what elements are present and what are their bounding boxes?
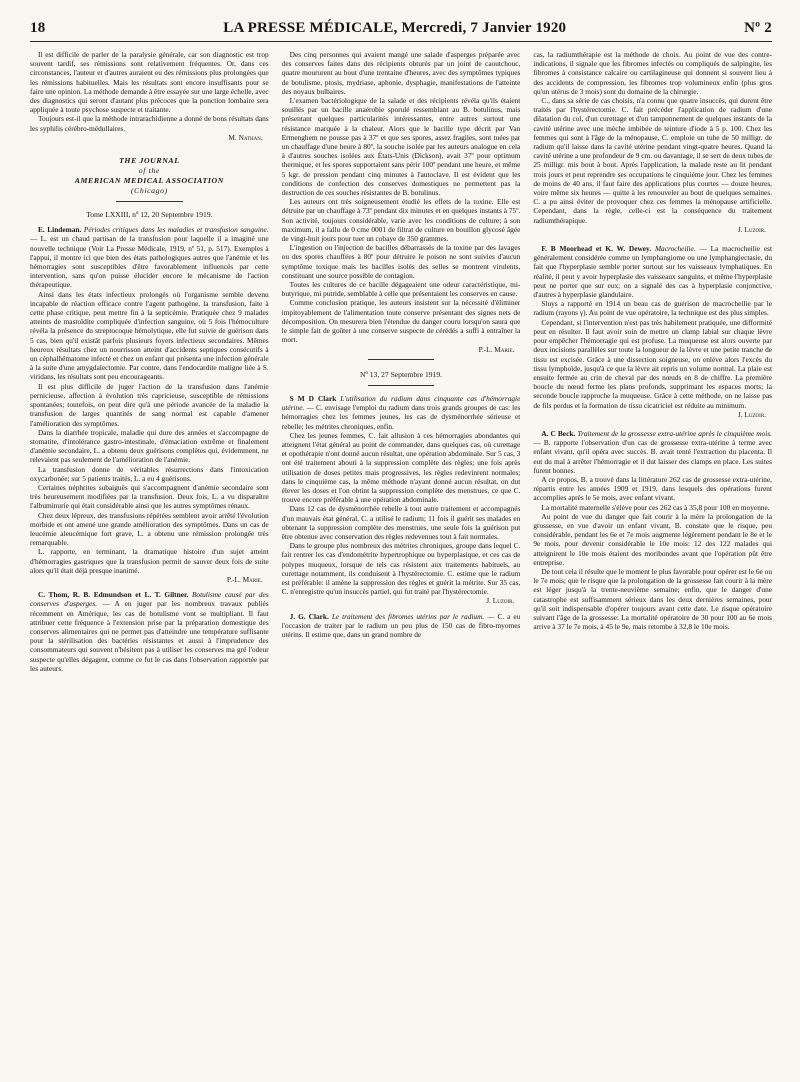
article-title: Traitement de la grossesse extra-utérine après le cinquième mois. bbox=[577, 428, 772, 438]
paragraph: Toutes les cultures de ce bacille dégageaient une odeur caractéristique, mi-butyrique, mi putride, semblable à celle que présentaient les conserves en cause. bbox=[281, 280, 521, 299]
page-number: 18 bbox=[30, 20, 46, 36]
article-text: — C. envisage l'emploi du radium dans trois grands groupes de cas: les hémorragies chez les femmes jeunes, les cas de dysménorrhée sérieuse et rebelle; les métrites chroniques, enfin. bbox=[281, 403, 521, 431]
article-text: — C. a eu l'occasion de traiter par le radium un peu plus de 150 cas de fibro-myomes utérins. Il estime que, dans un grand nombre de bbox=[281, 611, 521, 639]
paragraph: Dans 12 cas de dysménorrhée rebelle à tout autre traitement et accompagnés d'un mauvais état général, C. a utilisé le radium; 11 fois il guérit ses malades en obtenant la suppression complète des menstrues, une seule fois la guérison put être obtenue avec conservation des règles redevenues tout à fait normales. bbox=[281, 504, 521, 541]
column-1 bbox=[30, 50, 269, 1080]
journal-title-line: AMERICAN MEDICAL ASSOCIATION bbox=[74, 176, 224, 186]
article-jgclark bbox=[282, 612, 521, 640]
issue-line: Nº 13, 27 Septembre 1919. bbox=[359, 369, 443, 379]
divider bbox=[368, 385, 435, 386]
paragraph: Des cinq personnes qui avaient mangé une salade d'asperges préparée avec des conserves faites dans des récipients obturés par un joint de caoutchouc, quatre moururent au bout d'une trentaine d'heures, avec des symptômes typiques de botulisme, ptosis, mydriase, aphonie, dysphagie, manifestations de l'atteinte des noyaux bulbaires. bbox=[281, 50, 521, 96]
signature: J. Luzoir. bbox=[737, 409, 767, 419]
paragraph: La mortalité maternelle s'élève pour ces 262 cas à 35,8 pour 100 en moyenne. bbox=[541, 502, 770, 512]
paragraph: L'ingestion ou l'injection de bacilles débarrassés de la toxine par des lavages ou des spores chauffées à 80º pour détruire le poison ne sont suivies d'aucun symptôme toxique mais les bacilles isolés des selles se montrent virulents, constituant une source possible de contagion. bbox=[281, 243, 521, 280]
paragraph: La transfusion donne de véritables résurrections dans l'intoxication oxycarbonée; sur 5 patients traités, L. a eu 4 guérisons. bbox=[30, 464, 269, 483]
paragraph: Dans le groupe plus nombreux des métrites chroniques, groupe dans lequel C. fait rentrer les cas d'endométrite hypertrophique ou hyperplasique, et ces cas de polypes muqueux, lorsque de tels cas résistent aux traitements habituels, au curettage notamment, ils conduisent à l'hystérectomie. C. estime que le radium est préférable: il amène la suppression des règles et guérit la métrite. Sur 35 cas, C. n'enregistre qu'un insuccès partiel, qui fut traité par l'hystérectomie. bbox=[281, 541, 521, 597]
article-author: F. B Moorhead et K. W. Dewey. bbox=[541, 244, 652, 254]
spacer bbox=[533, 419, 772, 429]
columns bbox=[30, 50, 772, 1080]
issue-number: Nº 2 bbox=[744, 20, 772, 36]
signature: P.-L. Marie. bbox=[226, 574, 263, 584]
paragraph: cas, la radiumthérapie est la méthode de choix. Au point de vue des contre-indications, il signale que les fibromes infectés ou compliqués de salpingite, les fibromes à consistance calcaire ou cartilagineuse qui donnent si souvent lieu à des accidents de compression, les fibromes trop volumineux enfin (plus gros qu'un utérus de 3 mois) sont du domaine de la chirurgie. bbox=[533, 50, 773, 96]
paragraph: Ainsi dans les états infectieux prolongés où l'organisme semble devenu incapable de réaction efficace contre l'agent pathogène, la transfusion, faite à cette phase critique, peut mettre fin à la septicémie. Pratiquée chez 9 malades atteints de mastoïdite compliquée d'infection sanguine, où 5 fois l'hémoculture révéla la présence du streptocoque hémolytique, elle fut suivie de guérison dans 5 cas, bien qu'il existât parfois plusieurs foyers infectieux secondaires. Mêmes heureux résultats chez un nourrisson atteint d'accidents septiques consécutifs à un céphalhématome infecté et chez un enfant qui présenta une infection générale à la suite d'une amygdalectomie. Par contre, dans l'endocardite maligne liée à S. viridans, les résultats sont peu encourageants. bbox=[30, 289, 269, 382]
article-moorhead bbox=[533, 244, 772, 299]
article-beck bbox=[533, 429, 772, 475]
paragraph: Chez deux lépreux, des transfusions répétées semblent avoir arrêté l'évolution morbide et ont amené une grande amélioration des symptômes. Dans un cas de leucémie aleucémique fort grave, L. a obtenu une rémission prolongée très remarquable. bbox=[30, 510, 269, 548]
article-author: C. Thom, R. B. Edmundson et L. T. Giltner. bbox=[38, 590, 189, 600]
journal-title-line: (Chicago) bbox=[130, 186, 168, 196]
article-title: Macrocheilie. bbox=[654, 244, 696, 254]
paragraph: Cependant, si l'intervention n'est pas très habilement pratiquée, une difformité peut en résulter. Il faut avoir soin de mettre un clamp labial sur chaque lèvre pour empêcher l'hémorragie qui est profuse. La muqueuse est alors ouverte par deux incisions parallèles sur toute la longueur de la lèvre et une petite tranche de tissu est excisée. Grâce à une dissection soigneuse, on enlève alors l'excès du tissu lymphoïde, jusqu'à ce que la lèvre ait repris un volume normal. La plaie est ensuite fermée au crin de cheval par des nœuds en 8 de chiffre. La première boucle du nœud ferme les plans profonds, supprimant les espaces morts; la seconde boucle rapproche la muqueuse. Grâce à cette méthode, on ne laisse pas de fils perdus et la formation de tissu cicatriciel est réduite au minimum. bbox=[533, 317, 773, 410]
column-3 bbox=[533, 50, 772, 1080]
journal-section-title bbox=[30, 156, 269, 196]
paragraph: Dans la diarrhée tropicale, maladie qui dure des années et s'accompagne de stomatite, d'intolérance gastro-intestinale, d'émaciation extrême et finalement d'anémie secondaire, L. a obtenu deux guérisons complètes qui, évidemment, ne relevaient pas seulement de l'amélioration de l'anémie. bbox=[30, 427, 269, 465]
paragraph: L. rapporte, en terminant, la dramatique histoire d'un sujet atteint d'hémorragies gastriques que la transfusion permit de sauver deux fois de suite alors qu'il était déjà presque inanimé. bbox=[30, 547, 269, 575]
paragraph: Il est difficile de parler de la paralysie générale, car son diagnostic est trop souvent tardif, ses rémissions sont relativement fréquentes. Or, dans ces circonstances, l'auteur et d'autres auraient eu des rémissions plus prolongées que les rémissions habituelles. Mais les résultats sont encore insuffisants pour se faire une opinion. La méthode demande à être essayée sur une large échelle, avec des diagnostics qui seront d'autant plus précoces que la ponction lombaire sera appliquée à toute psychose suspecte et traitante. bbox=[30, 50, 269, 115]
article-author: S M D Clark bbox=[289, 393, 337, 403]
divider bbox=[368, 359, 435, 360]
signature: J. Luzoir. bbox=[737, 224, 767, 234]
signature: P.-L. Marie. bbox=[478, 344, 515, 354]
article-author: E. Lindeman. bbox=[38, 225, 82, 235]
journal-title-line: of the bbox=[138, 166, 160, 176]
paragraph: Chez les jeunes femmes, C. fait allusion à ces hémorragies abondantes qui atteignent l'état général au point de commander, dans quelques cas, où curettage et opothérapie n'ont donné aucun résultat, une opération abdominale. Sur 5 cas, 3 ont été traitement abouti à la suppression complète des règles; une fois après utilisation de doses petites mais progressives, les règles redevinrent normales; dans le cinquième cas, la même méthode n'ayant donné aucun résultat, on dut élever les doses et l'on obtint la suppression complète des menstrues, ce que C. trouve encore préférable à une opération abdominale. bbox=[281, 430, 521, 505]
article-title: Périodes critiques dans les maladies et transfusion sanguine. bbox=[83, 225, 269, 235]
article-author: A. C Beck. bbox=[541, 428, 576, 438]
article-title: Le traitement des fibromes utérins par le radium. bbox=[331, 611, 485, 621]
paragraph: Sluys a rapporté en 1914 un beau cas de guérison de macrocheilie par le radium (rayons γ). Au point de vue opératoire, la technique est des plus simples. bbox=[533, 299, 773, 318]
page-header bbox=[30, 20, 772, 42]
journal-title: LA PRESSE MÉDICALE, Mercredi, 7 Janvier 1920 bbox=[223, 20, 567, 36]
article-text: — L. est un chaud partisan de la transfusion pour laquelle il a imaginé une nouvelle technique (Voir La Presse Médicale, 1919, nº 51, p. 517). Exemples à l'appui, il montre ici que bien des états pathologiques autres que l'anémie et les hémorragies sont susceptibles d'être favorablement influencés par cette intervention, sans qu'on puisse élucider encore le mécanisme de l'action thérapeutique. bbox=[30, 234, 269, 290]
article-thom bbox=[30, 590, 269, 673]
paragraph: Au point de vue du danger que fait courir à la mère la prolongation de la grossesse, en vue d'avoir un enfant vivant, B. constate que le risque, peu considérable, pendant les 6e et 7e mois augmente légèrement pendant le 8e et le 9e mois, pour devenir considérable le 10e mois: 12 des 122 malades qui atteignirent le 10e mois étaient des moribondes avant que l'opération pût être entreprise. bbox=[533, 511, 773, 567]
paragraph: C., dans sa série de cas choisis, n'a connu que quatre insuccès, qui durent être traités par l'hystérectomie. C. fait précéder l'application de radium d'une dilatation du col, d'un curettage et d'un tamponnement de quelques instants de la cavité utérine avec une mèche imbibée de teinture d'iode à 5 p. 100. Chez les femmes qui sont à l'âge de la ménopause, C. emploie un tube de 50 milligr. de radium qu'il laisse dans la cavité utérine pendant vingt-quatre heures. Quand la cavité utérine a une profondeur de 9 cm. ou davantage, il se sert de deux tubes de 25 milligr. mis bout à bout. Après l'application, la malade reste au lit pendant trois jours et peut reprendre ses occupations le cinquième jour. Chez les femmes de moins de 40 ans, il faut faire des applications plus courtes — douze heures, voire même six heures — quitte à les renouveler au bout de quelques semaines. C. a pu ainsi éviter de provoquer chez ces femmes la ménopause artificielle. Cependant, dans la règle, celle-ci est la conséquence du traitement radiumthérapique. bbox=[533, 96, 773, 225]
column-2 bbox=[282, 50, 521, 1080]
paragraph: De tout cela il résulte que le moment le plus favorable pour opérer est le 6e ou le 7e mois; que le risque que la prolongation de la grossesse fait courir à la mère est léger jusqu'à la trente-neuvième semaine; enfin, que le danger d'une catastrophe est suffisamment sérieux dans les deux dernières semaines, pour qu'il soit indispensable d'opérer toujours avant cette date. Le risque opératoire suivant l'âge de la grossesse: La mortalité opératoire de 30 pour 100 au 6e mois arrive à 37 le 7e mois, à 45 le 9e, mais retombe à 32,8 le 10e mois. bbox=[533, 566, 773, 632]
issue-line: Tome LXXIII, nº 12, 20 Septembre 1919. bbox=[86, 210, 213, 220]
article-text: — La macrocheilie est généralement considérée comme un lymphangiome ou une lymphangiectasie, du fait que l'hyperplasie semble porter surtout sur les vaisseaux lymphatiques. En réalité, il peut y avoir hyperplasie des vaisseaux sanguins, et même l'hyperplasie peut ne porter que sur eux; on a signalé des cas à hyperplasie conjonctive, d'autres à hyperplasie glandulaire. bbox=[533, 244, 773, 300]
article-clark bbox=[282, 394, 521, 431]
paragraph: L'examen bactériologique de la salade et des récipients révéla qu'ils étaient souillés par un bacille anaérobie sporulé ressemblant au B. botulinus, mais présentant quelques particularités intéressantes, entre autres surtout une résistance marquée à la chaleur. Alors que le bacille type décrit par Van Ermenghem ne pousse pas à 37º et que ses spores, assez fragiles, sont tuées par un chauffage d'une heure à 80º, la souche isolée par les auteurs analogue en cela à d'autres souches isolées aux États-Unis (Dickson), avait 37º pour optimum thermique, et les spores supportaient sans périr 100º pendant une heure, et même 5 kgr. de pression pendant cinq minutes à l'autoclave. Il est évident que les conditions de confection des conserves domestiques ne permettent pas la destruction de ces souches résistantes de B. botulinus. bbox=[281, 96, 521, 198]
article-title: Botulisme causé par des conserves d'asperges. bbox=[30, 590, 269, 609]
spacer bbox=[533, 234, 772, 244]
signature: M. Nathan. bbox=[228, 132, 263, 142]
article-author: J. G. Clark. bbox=[289, 611, 329, 621]
paragraph: Comme conclusion pratique, les auteurs insistent sur la nécessité d'éliminer impitoyablement de l'alimentation toute conserve présentant des signes nets de décomposition. On mesurera bien l'étendue du danger couru lorsqu'on saura que le simple fait de goûter à une conserve suspecte de cérédés a suffi à entraîner la mort. bbox=[281, 298, 521, 345]
journal-title-line: THE JOURNAL bbox=[119, 156, 180, 166]
article-lindeman bbox=[30, 225, 269, 289]
article-title: L'utilisation du radium dans cinquante cas d'hémorragie utérine. bbox=[281, 393, 521, 413]
paragraph: Toujours est-il que la méthode intrarachidienne a donné de bons résultats dans les syphilis cérébro-médullaires. bbox=[30, 114, 269, 133]
paragraph: Il est plus difficile de juger l'action de la transfusion dans l'anémie pernicieuse, affection à évolution très capricieuse, susceptible de rémissions spontanées; toutefois, on peut dire qu'à une période avancée de la maladie la transfusion de larges quantités de sang normal est capable d'amener l'amélioration des symptômes. bbox=[30, 381, 269, 428]
paragraph: Les auteurs ont très soigneusement étudié les effets de la toxine. Elle est détruite par un chauffage à 73º pendant dix minutes et en quelques instants à 75º. Son activité, toujours considérable, varie avec les conditions de culture; à son maximum, il a fallu de 0 cme 0001 de filtrat de culture en bouillon glycosé âgée de vingt-huit jours pour tuer un cobaye de 350 grammes. bbox=[281, 197, 521, 244]
divider bbox=[116, 201, 183, 202]
article-text: — A en juger par les nombreux travaux publiés récemment en Amérique, les cas de botulisme vont se multipliant. Il faut attribuer cette fréquence à l'extension prise par la préparation domestique des conserves alimentaires qui ne permet pas d'atteindre une température suffisante pour la stérilisation des bactéries résistantes et aussi à l'imprudence des consommateurs qui souvent n'hésitent pas à utiliser les conserves ma gré l'odeur suspecte qu'elles dégagent, comme ce fut le cas dans l'observation rapportée par les auteurs. bbox=[30, 599, 269, 673]
paragraph: A ce propos, B. a trouvé dans la littérature 262 cas de grossesse extra-utérine, répartis entre les années 1909 et 1919, dans lesquels des opérations furent accomplies après le 5e mois, avec enfant vivant. bbox=[533, 474, 773, 503]
signature: J. Luzoir. bbox=[486, 596, 515, 606]
paragraph: Certaines néphrites subaiguës qui s'accompagnent d'anémie secondaire sont très heureusement modifiées par la transfusion. Deux fois, L. a vu disparaître l'albuminurie qui était considérable ainsi que les autres symptômes rénaux. bbox=[30, 482, 269, 511]
article-text: — B. rapporte l'observation d'un cas de grossesse extra-utérine à terme avec enfant vivant, qu'il opéra avec succès. B. avait tenté l'extraction du placenta. Il eut du mal à arrêter l'hémorragie et il dut laisser des clamps en place. Les suites furent bonnes. bbox=[533, 438, 773, 475]
